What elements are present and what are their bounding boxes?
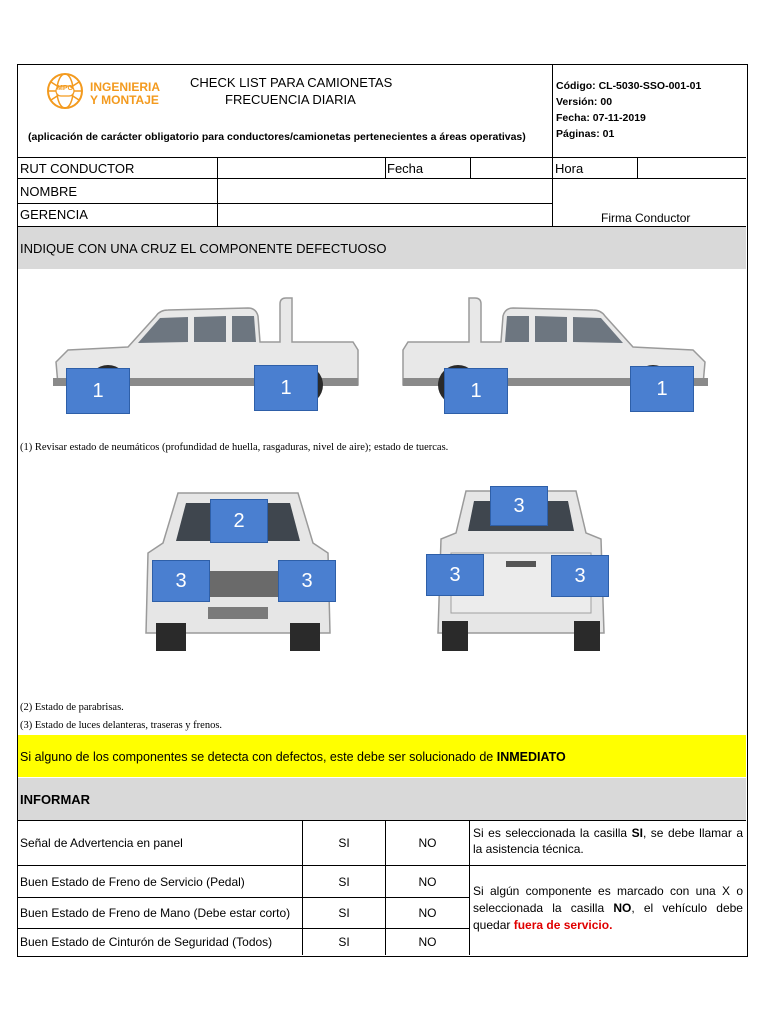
rule-no-text: Si algún componente es marcado con una X o seleccionada la casilla NO, el vehículo debe quedar fuera de servicio. (473, 884, 743, 932)
lights-badge-rear-right: 3 (551, 555, 609, 597)
rut-conductor-label: RUT CONDUCTOR (20, 161, 135, 176)
lights-badge-rear-left: 3 (426, 554, 484, 596)
checklist-sheet (17, 64, 748, 957)
check-no-service-brake[interactable]: NO (418, 874, 437, 889)
doc-code: Código: CL-5030-SSO-001-01 (556, 80, 702, 92)
doc-date: Fecha: 07-11-2019 (556, 112, 646, 124)
informar-band (18, 778, 746, 820)
instruction-text: INDIQUE CON UNA CRUZ EL COMPONENTE DEFECTUOSO (20, 241, 387, 256)
check-item-seat-belt: Buen Estado de Cinturón de Seguridad (Todos) (20, 935, 273, 949)
company-logo (44, 71, 86, 111)
tire-badge-rear-right: 1 (444, 368, 508, 414)
check-no-hand-brake[interactable]: NO (418, 906, 437, 920)
check-item-hand-brake: Buen Estado de Freno de Mano (Debe estar corto) (20, 906, 291, 920)
hora-label: Hora (555, 161, 584, 176)
tire-badge-front-left: 1 (66, 368, 130, 414)
document-scope: (aplicación de carácter obligatorio para conductores/camionetas pertenecientes a áreas operativas) (28, 131, 526, 143)
check-item-warning-panel: Señal de Advertencia en panel (20, 836, 183, 850)
warning-text: Si alguno de los componentes se detecta con defectos, este debe ser solucionado de INMEDIATO (20, 750, 566, 764)
doc-pages: Páginas: 01 (556, 128, 615, 140)
check-no-seat-belt[interactable]: NO (418, 935, 437, 949)
check-item-service-brake: Buen Estado de Freno de Servicio (Pedal) (20, 874, 245, 889)
rule-si-text: Si es seleccionada la casilla SI, se debe llamar a la asistencia técnica. (473, 826, 743, 856)
lights-badge-rear-top: 3 (490, 486, 548, 526)
company-name-line2: Y MONTAJE (90, 93, 159, 107)
document-title: CHECK LIST PARA CAMIONETAS (190, 75, 393, 90)
tire-badge-rear-left: 1 (254, 365, 318, 411)
hora-field[interactable] (639, 158, 744, 177)
check-si-service-brake[interactable]: SI (338, 874, 350, 889)
logo-text: MPG (57, 85, 73, 92)
check-si-hand-brake[interactable]: SI (338, 906, 350, 920)
check-si-seat-belt[interactable]: SI (338, 935, 350, 949)
check-si-warning-panel[interactable]: SI (338, 836, 350, 850)
tire-badge-front-right: 1 (630, 366, 694, 412)
rut-conductor-field[interactable] (219, 158, 384, 177)
document-frequency: FRECUENCIA DIARIA (225, 92, 356, 107)
fecha-label: Fecha (387, 161, 424, 176)
nombre-label: NOMBRE (20, 184, 78, 199)
informar-label: INFORMAR (20, 792, 91, 807)
note-windshield: (2) Estado de parabrisas. (20, 702, 124, 713)
windshield-badge: 2 (210, 499, 268, 543)
gerencia-field[interactable] (219, 204, 551, 225)
gerencia-label: GERENCIA (20, 207, 88, 222)
firma-conductor-label: Firma Conductor (601, 211, 691, 225)
fecha-field[interactable] (472, 158, 551, 177)
lights-badge-front-left: 3 (152, 560, 210, 602)
note-lights: (3) Estado de luces delanteras, traseras y frenos. (20, 720, 223, 731)
check-no-warning-panel[interactable]: NO (418, 836, 437, 850)
nombre-field[interactable] (219, 179, 551, 202)
lights-badge-front-right: 3 (278, 560, 336, 602)
note-tires: (1) Revisar estado de neumáticos (profundidad de huella, rasgaduras, nivel de aire); estado de tuercas. (20, 442, 449, 453)
doc-version: Versión: 00 (556, 96, 613, 108)
company-name-line1: INGENIERIA (90, 80, 161, 94)
